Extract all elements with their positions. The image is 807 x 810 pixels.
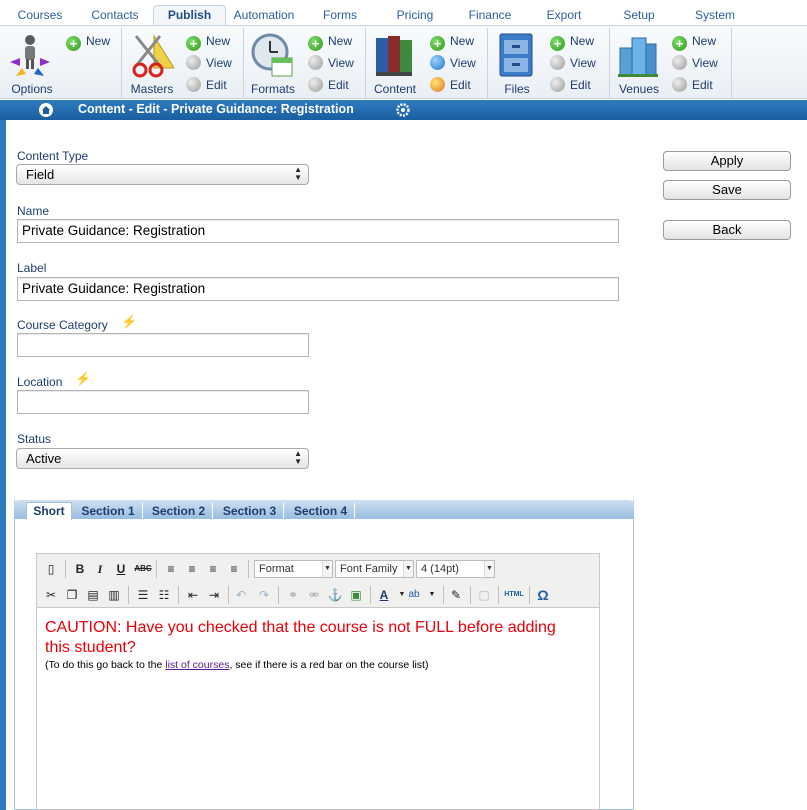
masters-view-button[interactable]: [186, 54, 232, 72]
font-size-select-value: 4 (14pt): [421, 563, 459, 575]
italic-icon[interactable]: I: [97, 562, 103, 576]
magnifier-icon: [550, 55, 565, 70]
toolbar-separator: [228, 586, 229, 604]
options-new-button[interactable]: [66, 32, 110, 50]
masters-new-button[interactable]: [186, 32, 230, 50]
plus-icon: +: [672, 36, 687, 51]
chevron-down-icon: ▼: [322, 561, 332, 577]
paste-icon[interactable]: ▤: [87, 588, 99, 602]
editor-toolbar: [36, 553, 600, 608]
toolbar-separator: [470, 586, 471, 604]
content-view-button[interactable]: [430, 54, 476, 72]
venues-label[interactable]: Venues: [618, 82, 660, 96]
venues-new-label: New: [692, 34, 717, 48]
files-view-button[interactable]: [550, 54, 596, 72]
content-new-label: New: [450, 34, 475, 48]
options-icon[interactable]: [8, 32, 52, 78]
tab-courses[interactable]: Courses: [17, 8, 63, 22]
indent-icon[interactable]: ⇥: [208, 588, 220, 602]
pencil-icon: [672, 77, 687, 92]
content-label[interactable]: Content: [373, 82, 417, 96]
help-suffix: , see if there is a red bar on the course list): [229, 659, 429, 671]
tab-pricing[interactable]: Pricing: [396, 8, 434, 22]
toolbar-separator: [178, 586, 179, 604]
copy-icon[interactable]: ❐: [66, 588, 78, 602]
venues-edit-label: Edit: [692, 78, 713, 92]
venues-icon[interactable]: [616, 32, 660, 78]
options-group: [0, 28, 122, 98]
left-accent-strip: [0, 120, 6, 810]
location-input[interactable]: [17, 390, 309, 414]
content-type-label: Content Type: [17, 149, 89, 163]
font-size-select[interactable]: [416, 560, 495, 578]
back-button[interactable]: Back: [663, 220, 791, 240]
toolbar-separator: [370, 586, 371, 604]
content-group: [366, 28, 488, 98]
redo-icon[interactable]: ↷: [258, 588, 270, 602]
formats-view-label: View: [328, 56, 354, 70]
tab-section-2[interactable]: Section 2: [145, 503, 213, 519]
content-view-label: View: [450, 56, 476, 70]
lightning-icon[interactable]: ⚡: [121, 314, 138, 329]
pencil-icon: [308, 77, 323, 92]
masters-group: [122, 28, 244, 98]
align-center-icon[interactable]: ≡: [188, 562, 196, 576]
page-title: Content - Edit - Private Guidance: Registration: [78, 102, 354, 116]
masters-edit-button[interactable]: [186, 76, 227, 94]
venues-group: [610, 28, 732, 98]
clear-formatting-icon[interactable]: ✎: [450, 588, 462, 602]
chevron-down-icon: ▼: [403, 561, 413, 577]
html-source-icon[interactable]: HTML: [504, 591, 524, 598]
new-document-icon[interactable]: ▯: [47, 562, 55, 576]
venues-view-label: View: [692, 56, 718, 70]
toolbar-separator: [248, 560, 249, 578]
formats-label[interactable]: Formats: [250, 82, 295, 96]
toolbar-separator: [529, 586, 530, 604]
numbered-list-icon[interactable]: ☷: [158, 588, 170, 602]
course-category-label: Course Category: [17, 318, 108, 332]
masters-view-label: View: [206, 56, 232, 70]
list-of-courses-link[interactable]: list of courses: [165, 659, 230, 671]
masters-icon[interactable]: [130, 32, 174, 78]
options-new-label: New: [86, 34, 111, 48]
formats-view-button[interactable]: [308, 54, 354, 72]
tab-forms[interactable]: Forms: [323, 8, 357, 22]
tab-section-3[interactable]: Section 3: [216, 503, 284, 519]
caution-text[interactable]: CAUTION: Have you checked that the course is not FULL before adding this student?: [45, 619, 556, 656]
special-character-icon[interactable]: Ω: [537, 587, 549, 603]
tab-section-1[interactable]: Section 1: [74, 503, 143, 519]
help-prefix: (To do this go back to the: [45, 659, 166, 671]
masters-label[interactable]: Masters: [130, 82, 174, 96]
align-justify-icon[interactable]: ≡: [230, 562, 238, 576]
gear-icon[interactable]: [396, 103, 410, 117]
location-label: Location: [17, 375, 63, 389]
formats-edit-button[interactable]: [308, 76, 349, 94]
chevron-down-icon: ▼: [484, 561, 494, 577]
files-edit-label: Edit: [570, 78, 591, 92]
label-label: Label: [17, 261, 47, 275]
magnifier-icon: [308, 55, 323, 70]
venues-new-button[interactable]: [672, 32, 716, 50]
venues-view-button[interactable]: [672, 54, 718, 72]
pencil-icon: [430, 77, 445, 92]
masters-new-label: New: [206, 34, 231, 48]
tab-finance[interactable]: Finance: [468, 8, 512, 22]
cut-icon[interactable]: ✂: [45, 588, 57, 602]
pencil-icon: [186, 77, 201, 92]
outdent-icon[interactable]: ⇤: [187, 588, 199, 602]
plus-icon: +: [66, 36, 81, 51]
format-select[interactable]: [254, 560, 333, 578]
unlink-icon[interactable]: ⚮: [308, 588, 320, 602]
content-type-select[interactable]: [16, 164, 309, 185]
magnifier-icon: [186, 55, 201, 70]
chevron-down-icon[interactable]: ▼: [398, 591, 406, 598]
image-icon[interactable]: ▣: [350, 588, 362, 602]
content-edit-button[interactable]: [430, 76, 471, 94]
content-icon[interactable]: [372, 32, 416, 78]
toolbar-separator: [443, 586, 444, 604]
status-label: Status: [17, 432, 52, 446]
content-new-button[interactable]: [430, 32, 474, 50]
plus-icon: +: [430, 36, 445, 51]
masters-edit-label: Edit: [206, 78, 227, 92]
font-family-select-value: Font Family: [340, 563, 398, 575]
formats-new-button[interactable]: [308, 32, 352, 50]
plus-icon: +: [186, 36, 201, 51]
ribbon-toolbar: [0, 25, 807, 99]
tab-export[interactable]: Export: [546, 8, 582, 22]
formats-group: [244, 28, 366, 98]
save-button[interactable]: Save: [663, 180, 791, 200]
chevron-down-icon[interactable]: ▼: [428, 591, 436, 598]
toolbar-separator: [498, 586, 499, 604]
files-new-label: New: [570, 34, 595, 48]
files-edit-button[interactable]: [550, 76, 591, 94]
plus-icon: +: [308, 36, 323, 51]
text-color-icon[interactable]: A: [379, 588, 389, 602]
tab-short[interactable]: Short: [26, 502, 72, 520]
link-icon[interactable]: ⚭: [287, 588, 299, 602]
align-left-icon[interactable]: ≡: [167, 562, 175, 576]
tab-system[interactable]: System: [694, 8, 735, 22]
content-edit-label: Edit: [450, 78, 471, 92]
files-label[interactable]: Files: [504, 82, 530, 96]
select-arrows-icon: ▲ ▼: [294, 449, 302, 466]
status-value: Active: [26, 451, 62, 466]
toolbar-separator: [156, 560, 157, 578]
toolbar-separator: [65, 560, 66, 578]
content-type-value: Field: [26, 167, 55, 182]
magnifier-icon: [430, 55, 445, 70]
files-new-button[interactable]: [550, 32, 594, 50]
status-select[interactable]: [16, 448, 309, 469]
select-arrows-icon: ▲ ▼: [294, 165, 302, 182]
highlight-color-icon[interactable]: ab: [408, 589, 420, 600]
plus-icon: +: [550, 36, 565, 51]
format-select-value: Format: [259, 563, 294, 575]
cleanup-icon[interactable]: ▢: [478, 588, 490, 602]
options-label[interactable]: Options: [11, 82, 53, 96]
files-view-label: View: [570, 56, 596, 70]
undo-icon[interactable]: ↶: [235, 588, 247, 602]
magnifier-icon: [672, 55, 687, 70]
apply-button[interactable]: Apply: [663, 151, 791, 171]
tab-publish[interactable]: Publish: [153, 5, 226, 26]
anchor-icon[interactable]: ⚓: [327, 588, 343, 602]
name-label: Name: [17, 204, 50, 218]
pencil-icon: [550, 77, 565, 92]
files-icon[interactable]: [494, 32, 538, 78]
venues-edit-button[interactable]: [672, 76, 713, 94]
name-input[interactable]: Private Guidance: Registration: [17, 219, 619, 243]
top-navigation: [0, 0, 807, 25]
formats-icon[interactable]: [250, 32, 294, 78]
course-category-input[interactable]: [17, 333, 309, 357]
title-bar: [0, 100, 807, 120]
home-icon[interactable]: [39, 103, 53, 117]
tab-contacts[interactable]: Contacts: [91, 8, 139, 22]
bold-icon[interactable]: B: [75, 562, 85, 576]
files-group: [488, 28, 610, 98]
toolbar-separator: [128, 586, 129, 604]
help-text: [45, 659, 428, 671]
formats-new-label: New: [328, 34, 353, 48]
formats-edit-label: Edit: [328, 78, 349, 92]
font-family-select[interactable]: [335, 560, 414, 578]
strikethrough-icon[interactable]: ABC: [134, 564, 152, 573]
toolbar-separator: [278, 586, 279, 604]
underline-icon[interactable]: U: [116, 562, 126, 576]
lightning-icon[interactable]: ⚡: [75, 371, 92, 386]
paste-text-icon[interactable]: ▥: [108, 588, 120, 602]
align-right-icon[interactable]: ≡: [209, 562, 217, 576]
bullet-list-icon[interactable]: ☰: [137, 588, 149, 602]
tab-section-4[interactable]: Section 4: [287, 503, 355, 519]
tab-setup[interactable]: Setup: [623, 8, 655, 22]
tab-automation[interactable]: Automation: [233, 8, 295, 22]
label-input[interactable]: Private Guidance: Registration: [17, 277, 619, 301]
